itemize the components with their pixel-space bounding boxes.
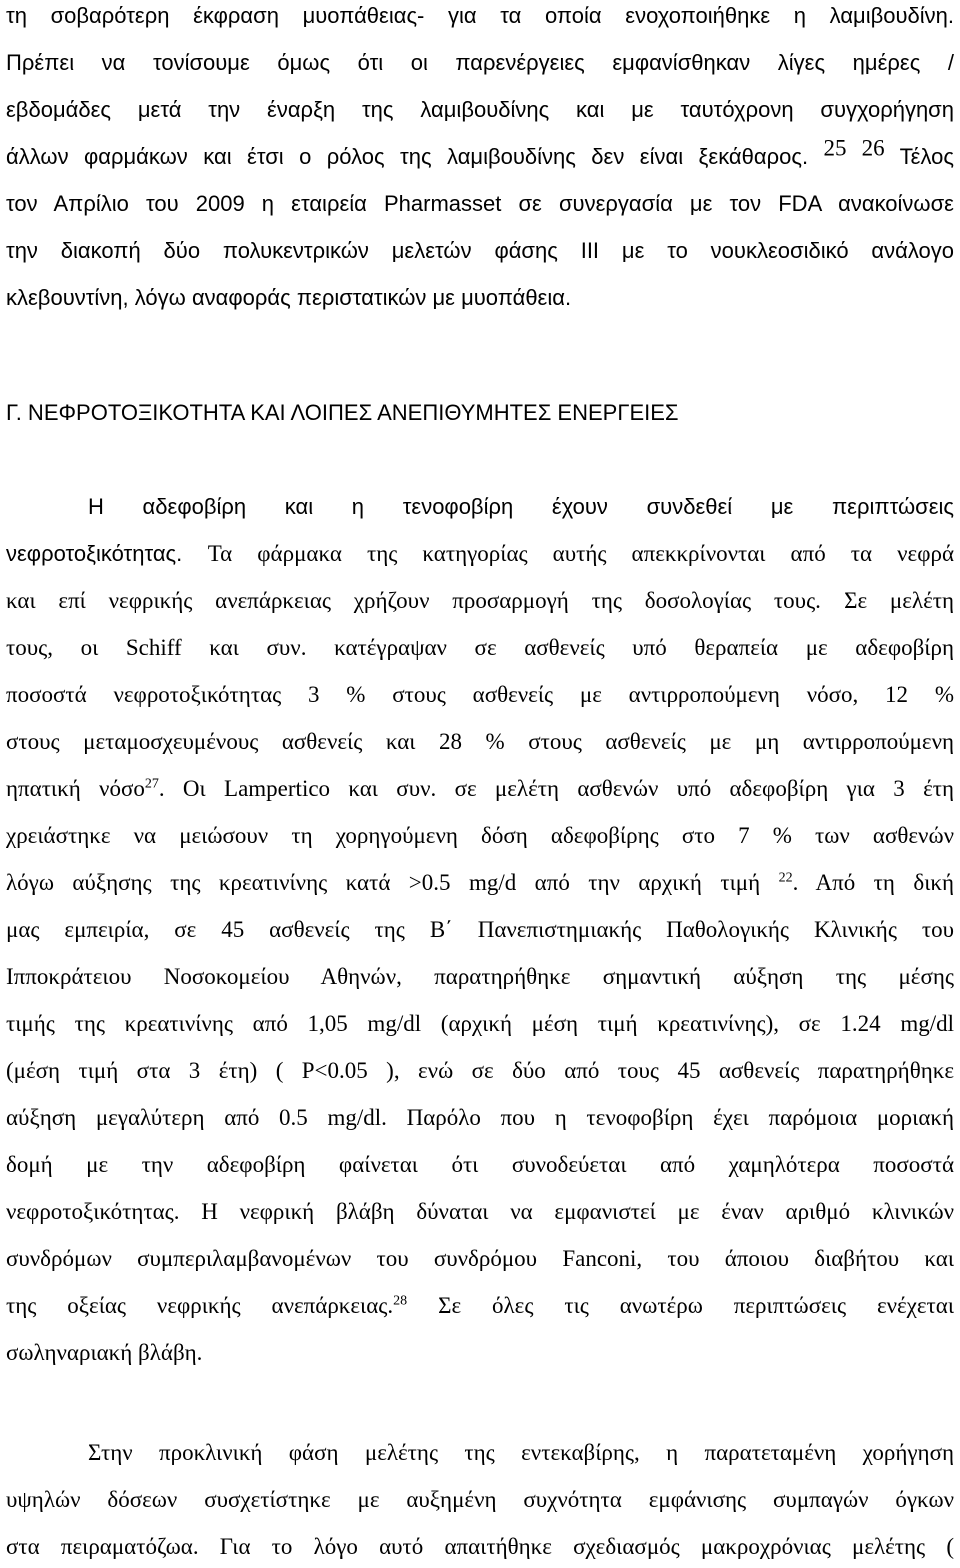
para2-line-17-text: συνδρόμων συμπεριλαμβανομένων του συνδρόμου	[6, 1246, 538, 1271]
para2-line-17-fanconi: Fanconi,	[562, 1246, 643, 1271]
para2-line-17	[6, 1243, 954, 1275]
para1-line-4	[6, 135, 954, 173]
para1-line-6: την διακοπή δύο πολυκεντρικών μελετών φάσης III με το νουκλεοσιδικό ανάλογο	[6, 238, 954, 263]
citation-superscript: 27	[144, 776, 159, 792]
para2-line-4-text: τους, οι Schiff και συν.	[6, 635, 307, 660]
citation-superscript: 28	[393, 1293, 408, 1309]
para1-line-5: τον Απρίλιο του 2009 η εταιρεία Pharmasset σε συνεργασία με τον FDA ανακοίνωσε	[6, 191, 954, 216]
para2-line-14	[6, 1102, 954, 1134]
para2-line-18-text: της οξείας νεφρικής ανεπάρκειας.	[6, 1293, 394, 1318]
para2-line-7	[6, 773, 954, 805]
para1-line-3: εβδομάδες μετά την έναρξη της λαμιβουδίνης και με ταυτόχρονη συγχορήγηση	[6, 97, 954, 122]
para1-line-4-tail: Τέλος	[899, 144, 954, 169]
para2-line-19: σωληναριακή βλάβη.	[6, 1340, 203, 1365]
section-heading: Γ. ΝΕΦΡΟΤΟΞΙΚΟΤΗΤΑ ΚΑΙ ΛΟΙΠΕΣ ΑΝΕΠΙΘΥΜΗΤΕΣ ΕΝΕΡΓΕΙΕΣ	[6, 400, 679, 425]
para2-line-8: χρειάστηκε να μειώσουν τη χορηγούμενη δόση αδεφοβίρης στο 7 % των ασθενών	[6, 823, 954, 848]
para2-line-11: Ιπποκράτειου Νοσοκομείου Αθηνών, παρατηρήθηκε σημαντική αύξηση της μέσης	[6, 964, 954, 989]
para2-line-2	[6, 538, 954, 570]
para2-line-15: δομή με την αδεφοβίρη φαίνεται ότι συνοδεύεται από χαμηλότερα ποσοστά	[6, 1152, 954, 1177]
para1-line-1: τη σοβαρότερη έκφραση μυοπάθειας- για τα οποία ενοχοποιήθηκε η λαμιβουδίνη.	[6, 3, 954, 28]
para2-line-14-tail: Παρόλο που η τενοφοβίρη έχει παρόμοια μοριακή	[406, 1105, 955, 1130]
para2-line-5: ποσοστά νεφροτοξικότητας 3 % στους ασθενείς με αντιρροπούμενη νόσο, 12 %	[6, 682, 954, 707]
para2-line-12: τιμής της κρεατινίνης από 1,05 mg/dl (αρχική μέση τιμή κρεατινίνης), σε 1.24 mg/dl	[6, 1011, 954, 1036]
para2-line-13-tail: ενώ σε δύο από τους 45 ασθενείς παρατηρήθηκε	[418, 1058, 954, 1083]
para2-line-6: στους μεταμοσχευμένους ασθενείς και 28 % στους ασθενείς με μη αντιρροπούμενη	[6, 729, 954, 754]
para2-line-9-period: .	[792, 870, 799, 895]
para3-line-2: υψηλών δόσεων συσχετίστηκε με αυξημένη συχνότητα εμφάνισης συμπαγών όγκων	[6, 1487, 954, 1512]
para3-line-1: Στην προκλινική φάση μελέτης της εντεκαβίρης, η παρατεταμένη χορήγηση	[88, 1440, 954, 1465]
para2-line-13	[6, 1055, 954, 1087]
para2-line-10: μας εμπειρία, σε 45 ασθενείς της Β΄ Πανεπιστημιακής Παθολογικής Κλινικής του	[6, 917, 954, 942]
citation-superscript: 25 26	[823, 135, 885, 161]
para1-line-2: Πρέπει να τονίσουμε όμως ότι οι παρενέργειες εμφανίσθηκαν λίγες ημέρες /	[6, 50, 954, 75]
para2-line-7-text: ηπατική νόσο	[6, 776, 145, 801]
para2-line-3-text: και επί νεφρικής ανεπάρκειας χρήζουν προσαρμογή της δοσολογίας τους.	[6, 588, 821, 613]
para2-line-7-mid: . Οι Lampertico και συν.	[158, 776, 437, 801]
para2-line-2-serif: Τα φάρμακα της κατηγορίας αυτής απεκκρίνονται από τα νεφρά	[207, 541, 954, 566]
para2-line-18-tail: Σε όλες τις ανωτέρω περιπτώσεις ενέχεται	[438, 1293, 955, 1318]
para2-line-4-tail: κατέγραψαν σε ασθενείς υπό θεραπεία με αδεφοβίρη	[334, 635, 955, 660]
para2-line-7-tail: σε μελέτη ασθενών υπό αδεφοβίρη για 3 έτη	[454, 776, 955, 801]
para2-line-9-text: λόγω αύξησης της κρεατινίνης κατά >0.5 mg/d από την αρχική τιμή	[6, 870, 761, 895]
para2-line-3-tail: Σε μελέτη	[844, 588, 954, 613]
para1-line-4-text: άλλων φαρμάκων και έτσι ο ρόλος της λαμιβουδίνης δεν είναι ξεκάθαρος.	[6, 144, 809, 169]
para2-line-13-text: (μέση τιμή στα 3 έτη) ( P<0.05 ),	[6, 1058, 400, 1083]
para2-line-1: Η αδεφοβίρη και η τενοφοβίρη έχουν συνδεθεί με περιπτώσεις	[88, 494, 954, 519]
para2-line-2-text: νεφροτοξικότητας.	[6, 541, 183, 566]
para3-line-3: στα πειραματόζωα. Για το λόγο αυτό απαιτήθηκε σχεδιασμός μακροχρόνιας μελέτης (	[6, 1534, 954, 1559]
para2-line-3	[6, 585, 954, 617]
para2-line-18	[6, 1290, 954, 1322]
para2-line-17-tail: του άποιου διαβήτου και	[667, 1246, 955, 1271]
para2-line-4	[6, 632, 954, 664]
para2-line-14-text: αύξηση μεγαλύτερη από 0.5 mg/dl.	[6, 1105, 387, 1130]
para1-line-7: κλεβουντίνη, λόγω αναφοράς περιστατικών με μυοπάθεια.	[6, 285, 572, 310]
para2-line-16: νεφροτοξικότητας. Η νεφρική βλάβη δύναται να εμφανιστεί με έναν αριθμό κλινικών	[6, 1199, 954, 1224]
para2-line-9	[6, 867, 954, 899]
citation-superscript: 22	[778, 870, 793, 886]
para2-line-9-tail: Από τη δική	[815, 870, 955, 895]
